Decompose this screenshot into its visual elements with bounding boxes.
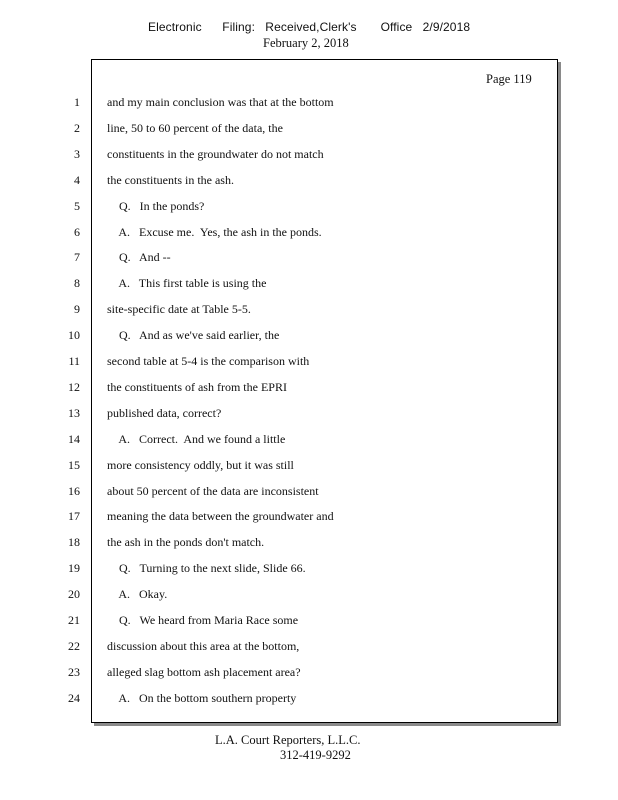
line-number: 9: [74, 302, 80, 317]
received-date: February 2, 2018: [263, 36, 349, 50]
line-number: 23: [68, 664, 80, 679]
transcript-line: Q. We heard from Maria Race some: [107, 613, 299, 627]
line-number: 17: [68, 509, 80, 524]
transcript-line: A. Okay.: [107, 587, 168, 602]
line-number: 12: [68, 379, 80, 394]
transcript-line: A. Correct. And we found a little: [107, 431, 286, 446]
reporter-company: L.A. Court Reporters, L.L.C.: [215, 733, 361, 747]
line-number: 2: [74, 120, 80, 135]
line-number: 8: [74, 276, 80, 291]
transcript-line: alleged slag bottom ash placement area?: [107, 664, 301, 679]
transcript-line: Q. Turning to the next slide, Slide 66.: [107, 561, 306, 576]
line-number: 15: [68, 457, 80, 472]
line-number: 13: [68, 405, 80, 420]
line-number: 22: [68, 638, 80, 653]
transcript-line: A. This first table is using the: [107, 276, 267, 291]
line-number: 10: [68, 328, 80, 343]
line-number: 20: [68, 587, 80, 602]
line-number: 16: [68, 483, 80, 498]
transcript-line: site-specific date at Table 5-5.: [107, 302, 251, 317]
transcript-line: A. Excuse me. Yes, the ash in the ponds.: [107, 224, 322, 239]
line-number: 19: [68, 561, 80, 576]
line-number: 6: [74, 224, 80, 239]
transcript-line: constituents in the groundwater do not match: [107, 146, 324, 161]
line-number: 5: [74, 198, 80, 213]
line-number: 4: [74, 172, 80, 187]
transcript-line: Q. In the ponds?: [107, 198, 205, 213]
transcript-line: published data, correct?: [107, 405, 222, 420]
transcript-line: Q. And as we've said earlier, the: [107, 328, 280, 343]
transcript-line: meaning the data between the groundwater and: [107, 509, 334, 524]
transcript-line: the constituents of ash from the EPRI: [107, 379, 287, 394]
line-number: 1: [74, 95, 80, 109]
transcript-line: second table at 5-4 is the comparison with: [107, 354, 310, 368]
filing-stamp: Electronic Filing: Received,Clerk's Office 2/9/2018: [148, 20, 471, 34]
line-number: 24: [68, 690, 80, 705]
transcript-line: discussion about this area at the bottom,: [107, 638, 300, 653]
transcript-line: the constituents in the ash.: [107, 172, 234, 187]
transcript-line: Q. And --: [107, 250, 171, 265]
line-number: 21: [68, 613, 80, 627]
transcript-line: about 50 percent of the data are inconsistent: [107, 483, 319, 498]
transcript-line: and my main conclusion was that at the bottom: [107, 95, 334, 109]
transcript-line: more consistency oddly, but it was still: [107, 457, 294, 472]
line-number: 14: [68, 431, 80, 446]
transcript-line: A. On the bottom southern property: [107, 690, 297, 705]
line-number: 11: [68, 354, 80, 368]
line-number: 18: [68, 535, 80, 550]
line-number: 3: [74, 146, 80, 161]
transcript-line: the ash in the ponds don't match.: [107, 535, 265, 550]
transcript-line: line, 50 to 60 percent of the data, the: [107, 120, 283, 135]
page-number: Page 119: [486, 72, 532, 86]
line-number: 7: [74, 250, 80, 265]
reporter-phone: 312-419-9292: [280, 748, 351, 762]
